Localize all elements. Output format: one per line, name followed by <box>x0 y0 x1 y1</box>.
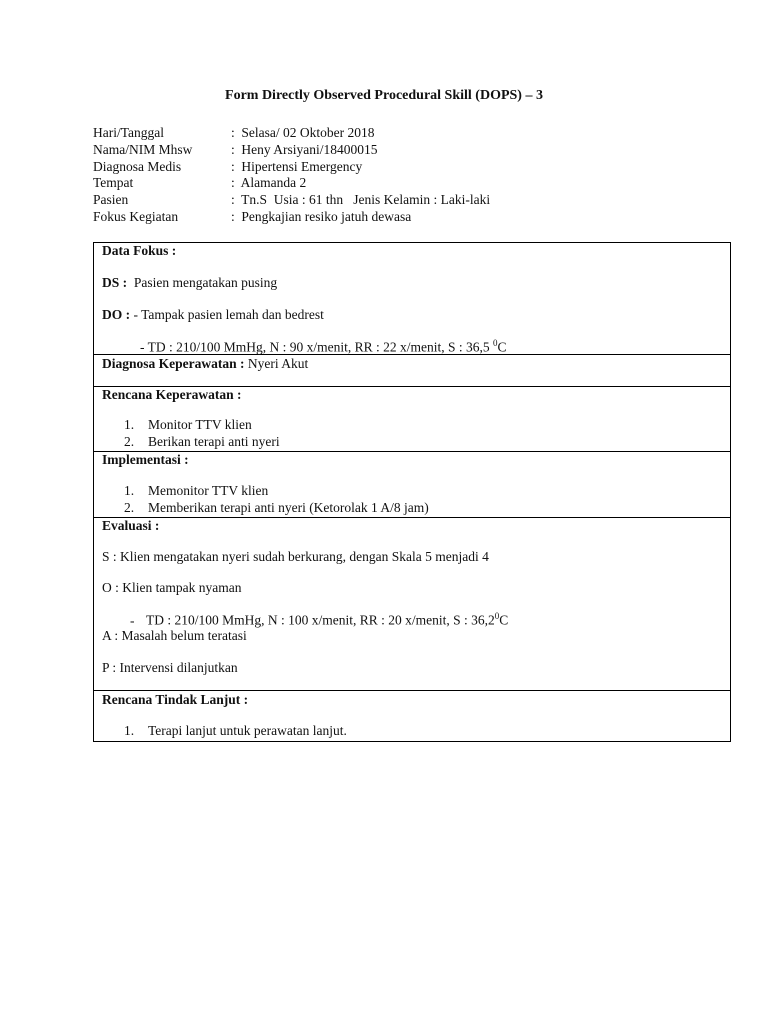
info-label: Tempat <box>93 175 134 191</box>
info-colon: : <box>231 208 235 224</box>
info-row-fokus <box>93 209 490 226</box>
info-row-pasien <box>93 192 490 209</box>
tindak-lanjut-box <box>93 690 731 742</box>
ds-label: DS : <box>102 275 128 290</box>
info-label: Pasien <box>93 192 129 208</box>
rencana-heading: Rencana Keperawatan : <box>102 387 242 402</box>
info-label: Hari/Tanggal <box>93 125 165 140</box>
do-line <box>102 307 324 323</box>
info-value: Heny Arsiyani/18400015 <box>241 141 378 157</box>
info-colon: : <box>231 141 235 157</box>
do-vitals-line <box>140 338 507 356</box>
implementasi-item: 1. Memonitor TTV klien <box>124 483 269 498</box>
do-label: DO : <box>102 307 131 322</box>
degree-unit: C <box>497 339 507 355</box>
diagnosa-label: Diagnosa Keperawatan : <box>102 356 245 371</box>
info-colon: : <box>231 192 235 208</box>
evaluasi-vitals-line <box>130 611 508 629</box>
info-row-diagnosa <box>93 159 490 176</box>
info-value: Pengkajian resiko jatuh dewasa <box>241 208 412 224</box>
implementasi-heading: Implementasi : <box>102 452 189 467</box>
info-value: Hipertensi Emergency <box>241 158 363 174</box>
evaluasi-a: A : Masalah belum teratasi <box>102 628 247 643</box>
evaluasi-p: P : Intervensi dilanjutkan <box>102 660 238 675</box>
evaluasi-vitals-text: TD : 210/100 MmHg, N : 100 x/menit, RR : 20 x/menit, S : 36,2 <box>146 612 495 628</box>
info-label: Nama/NIM Mhsw <box>93 141 193 157</box>
evaluasi-s: S : Klien mengatakan nyeri sudah berkurang, dengan Skala 5 menjadi 4 <box>102 549 489 564</box>
info-label: Diagnosa Medis <box>93 158 182 174</box>
evaluasi-box <box>93 517 731 691</box>
rencana-box <box>93 386 731 452</box>
implementasi-item: 2. Memberikan terapi anti nyeri (Ketorolak 1 A/8 jam) <box>124 500 429 515</box>
data-fokus-box <box>93 242 731 355</box>
evaluasi-heading: Evaluasi : <box>102 518 160 533</box>
do-text: - Tampak pasien lemah dan bedrest <box>133 307 324 322</box>
diagnosa-box <box>93 354 731 387</box>
rencana-item: 2. Berikan terapi anti nyeri <box>124 434 280 449</box>
diagnosa-value: Nyeri Akut <box>247 356 309 371</box>
info-row-tanggal <box>93 125 490 142</box>
info-label: Fokus Kegiatan <box>93 208 179 224</box>
ds-text: Pasien mengatakan pusing <box>133 275 278 290</box>
ds-line <box>102 275 277 291</box>
info-colon: : <box>231 158 235 174</box>
info-value: Tn.S Usia : 61 thn Jenis Kelamin : Laki-laki <box>241 192 491 208</box>
data-fokus-heading: Data Fokus : <box>102 243 177 258</box>
info-colon: : <box>231 175 235 191</box>
info-section <box>93 125 490 226</box>
do-vitals-text: - TD : 210/100 MmHg, N : 90 x/menit, RR : 22 x/menit, S : 36,5 <box>140 339 494 355</box>
implementasi-box <box>93 451 731 518</box>
evaluasi-o: O : Klien tampak nyaman <box>102 580 242 595</box>
form-title: Form Directly Observed Procedural Skill (DOPS) – 3 <box>225 88 543 103</box>
diagnosa-line <box>102 356 308 372</box>
info-row-nama <box>93 142 490 159</box>
info-value: Alamanda 2 <box>240 175 307 191</box>
degree-unit: C <box>499 612 509 628</box>
degree-mark: 0 <box>494 611 500 621</box>
degree-mark: 0 <box>493 338 498 348</box>
tindak-lanjut-item: 1. Terapi lanjut untuk perawatan lanjut. <box>124 723 347 738</box>
tindak-lanjut-heading: Rencana Tindak Lanjut : <box>102 692 249 707</box>
info-value: Selasa/ 02 Oktober 2018 <box>241 125 375 140</box>
rencana-item: 1. Monitor TTV klien <box>124 417 252 432</box>
info-colon: : <box>231 125 235 140</box>
evaluasi-vitals-dash: - <box>130 612 135 628</box>
info-row-tempat <box>93 175 490 192</box>
